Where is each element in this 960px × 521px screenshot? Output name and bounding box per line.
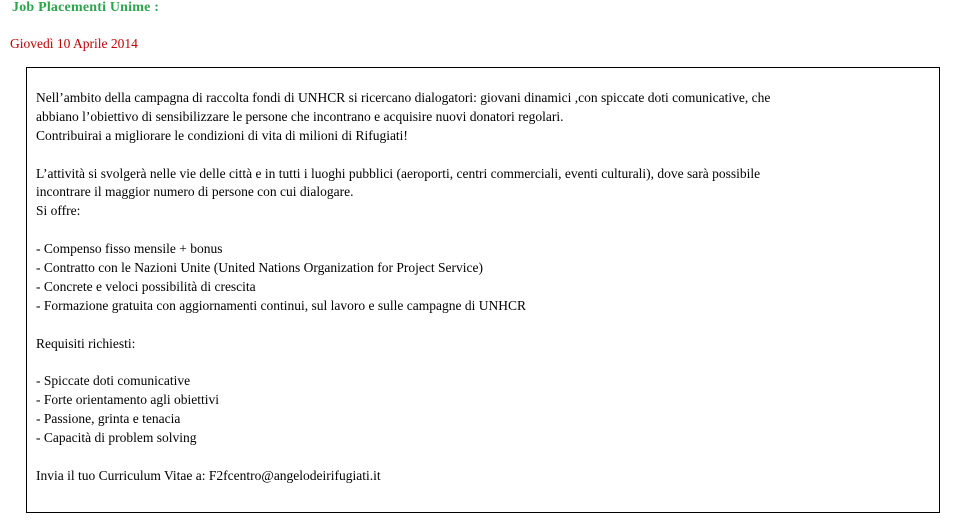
intro-line-1: Nell’ambito della campagna di raccolta fondi di UNHCR si ricercano dialogatori: giovani dinamici ,con spiccate doti comunicative, che [36,90,771,105]
job-post-box [26,67,940,513]
requirement-item: - Spiccate doti comunicative [36,373,191,389]
spacer [36,316,916,335]
activity-line-2: incontrare il maggior numero di persone con cui dialogare. [36,184,354,200]
spacer [36,353,916,372]
spacer [36,448,916,467]
publish-date: Giovedì 10 Aprile 2014 [10,36,138,51]
offer-heading: Si offre: [36,203,81,219]
requirement-item: - Passione, grinta e tenacia [36,411,181,427]
requirement-item: - Forte orientamento agli obiettivi [36,392,219,408]
offer-item: - Concrete e veloci possibilità di crescita [36,278,256,294]
cv-instructions: Invia il tuo Curriculum Vitae a: F2fcentro@angelodeirifugiati.it [36,467,381,483]
intro-line-3: Contribuirai a migliorare le condizioni di vita di milioni di Rifugiati! [36,127,408,143]
spacer [36,146,916,165]
page-title: Job Placementi Unime : [12,0,160,15]
offer-item: - Formazione gratuita con aggiornamenti continui, sul lavoro e sulle campagne di UNHCR [36,297,527,313]
offer-item: - Contratto con le Nazioni Unite (United Nations Organization for Project Service) [36,260,483,276]
requirement-item: - Capacità di problem solving [36,430,197,446]
spacer [36,221,916,240]
job-post-content [36,89,916,486]
intro-line-2: abbiano l’obiettivo di sensibilizzare le persone che incontrano e acquisire nuovi donatori regolari. [36,108,564,124]
requirements-heading: Requisiti richiesti: [36,335,136,351]
activity-line-1: L’attività si svolgerà nelle vie delle città e in tutti i luoghi pubblici (aeroporti, centri commerciali, eventi culturali), dove sarà possibile [36,165,761,181]
offer-item: - Compenso fisso mensile + bonus [36,241,223,257]
